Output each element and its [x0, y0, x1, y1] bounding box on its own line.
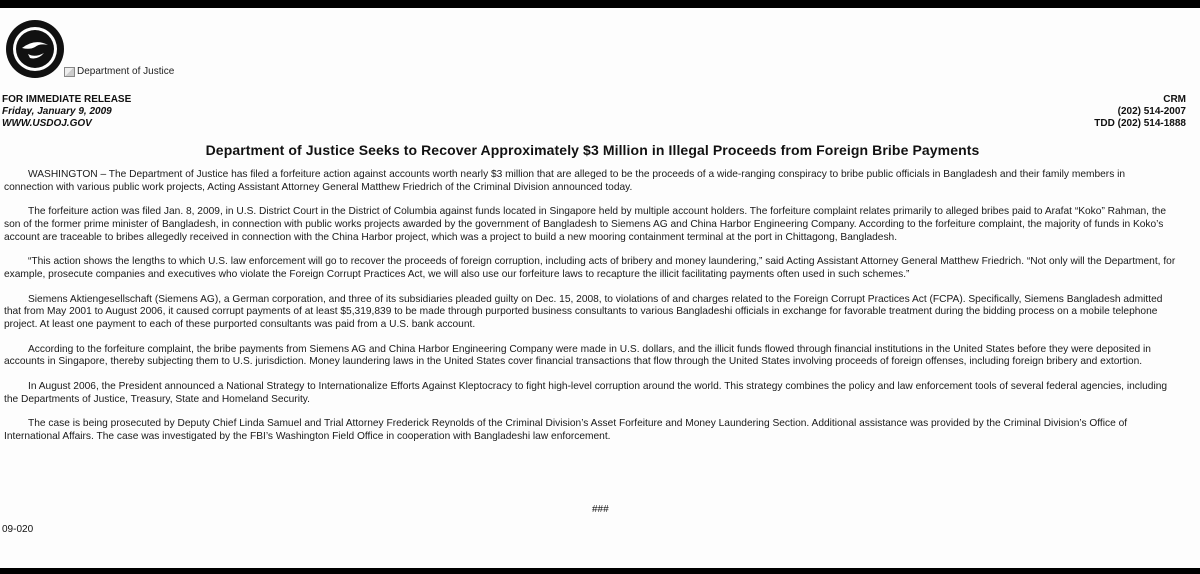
press-release-page: [0, 8, 1200, 568]
office-code: CRM: [1163, 94, 1186, 105]
release-date: Friday, January 9, 2009: [2, 106, 112, 117]
paragraph: “This action shows the lengths to which U.S. law enforcement will go to recover the proceeds of foreign corruption, including acts of bribery and money laundering,” said Acting Assistant Attorney General Matthew Friedrich. “Not only will the Department, for example, prosecute companies and executives who violate the Foreign Corrupt Practices Act, we will also use our forfeiture laws to recapture the illicit facilitating payments often used in such schemes.”: [4, 256, 1176, 280]
doj-seal-icon: [4, 18, 66, 80]
paragraph: Siemens Aktiengesellschaft (Siemens AG), a German corporation, and three of its subsidiaries pleaded guilty on Dec. 15, 2008, to violations of and charges related to the Foreign Corrupt Practices Act (FCPA). Specifically, Siemens Bangladesh admitted that from May 2001 to August 2006, it caused corrupt payments of at least $5,319,839 to be made through purported business consultants to various Bangladeshi officials in exchange for favorable treatment during the bidding process on a mobile telephone project. At least one payment to each of these purported consultants was paid from a U.S. bank account.: [4, 293, 1163, 330]
department-logo-alt: [64, 66, 174, 77]
paragraph: The case is being prosecuted by Deputy Chief Linda Samuel and Trial Attorney Frederick Reynolds of the Criminal Division’s Asset Forfeiture and Money Laundering Section. Additional assistance was provided by the Criminal Division’s Office of International Affairs. The case was investigated by the FBI’s Washington Field Office in cooperation with Bangladeshi law enforcement.: [4, 418, 1128, 443]
tdd-number: TDD (202) 514-1888: [1094, 118, 1186, 129]
release-info: [2, 94, 131, 130]
paragraph: According to the forfeiture complaint, the bribe payments from Siemens AG and China Harbor Engineering Company were made in U.S. dollars, and the illicit funds flowed through financial institutions in the United States before they were deposited in accounts in Singapore, thereby subjecting them to U.S. jurisdiction. Money laundering laws in the United States cover financial transactions that flow through the United States involving proceeds of foreign offenses, including foreign bribery and extortion.: [4, 343, 1151, 368]
logo-alt-text: Department of Justice: [77, 66, 175, 77]
paragraph: The forfeiture action was filed Jan. 8, 2009, in U.S. District Court in the District of Columbia against funds located in Singapore held by multiple account holders. The forfeiture complaint relates primarily to alleged bribes paid to Arafat “Koko” Rahman, the son of the former prime minister of Bangladesh, in connection with public works projects awarded by the government of Bangladesh to Siemens AG and China Harbor Engineering Company. According to the forfeiture complaint, the majority of funds in Koko’s account are traceable to bribes allegedly received in connection with the China Harbor project, which was a project to build a new mooring containment terminal at the port in Chittagong, Bangladesh.: [4, 206, 1166, 243]
end-mark: ###: [592, 504, 609, 515]
website-link[interactable]: WWW.USDOJ.GOV: [2, 118, 92, 129]
article-body: [4, 169, 1176, 456]
release-label: FOR IMMEDIATE RELEASE: [2, 94, 132, 105]
headline: Department of Justice Seeks to Recover Approximately $3 Million in Illegal Proceeds from Foreign Bribe Payments: [205, 142, 980, 158]
paragraph: In August 2006, the President announced a National Strategy to Internationalize Efforts Against Kleptocracy to fight high-level corruption around the world. This strategy combines the policy and law enforcement tools of several federal agencies, including the Departments of Justice, Treasury, State and Homeland Security.: [4, 381, 1168, 405]
paragraph: WASHINGTON – The Department of Justice has filed a forfeiture action against accounts worth nearly $3 million that are alleged to be the proceeds of a wide-ranging conspiracy to bribe public officials in Bangladesh and their family members in connection with various public work projects, Acting Assistant Attorney General Matthew Friedrich of the Criminal Division announced today.: [4, 169, 1126, 193]
broken-image-icon: [64, 67, 75, 77]
contact-info: [1094, 94, 1186, 130]
document-number: 09-020: [2, 524, 34, 535]
phone-number: (202) 514-2007: [1117, 106, 1186, 117]
